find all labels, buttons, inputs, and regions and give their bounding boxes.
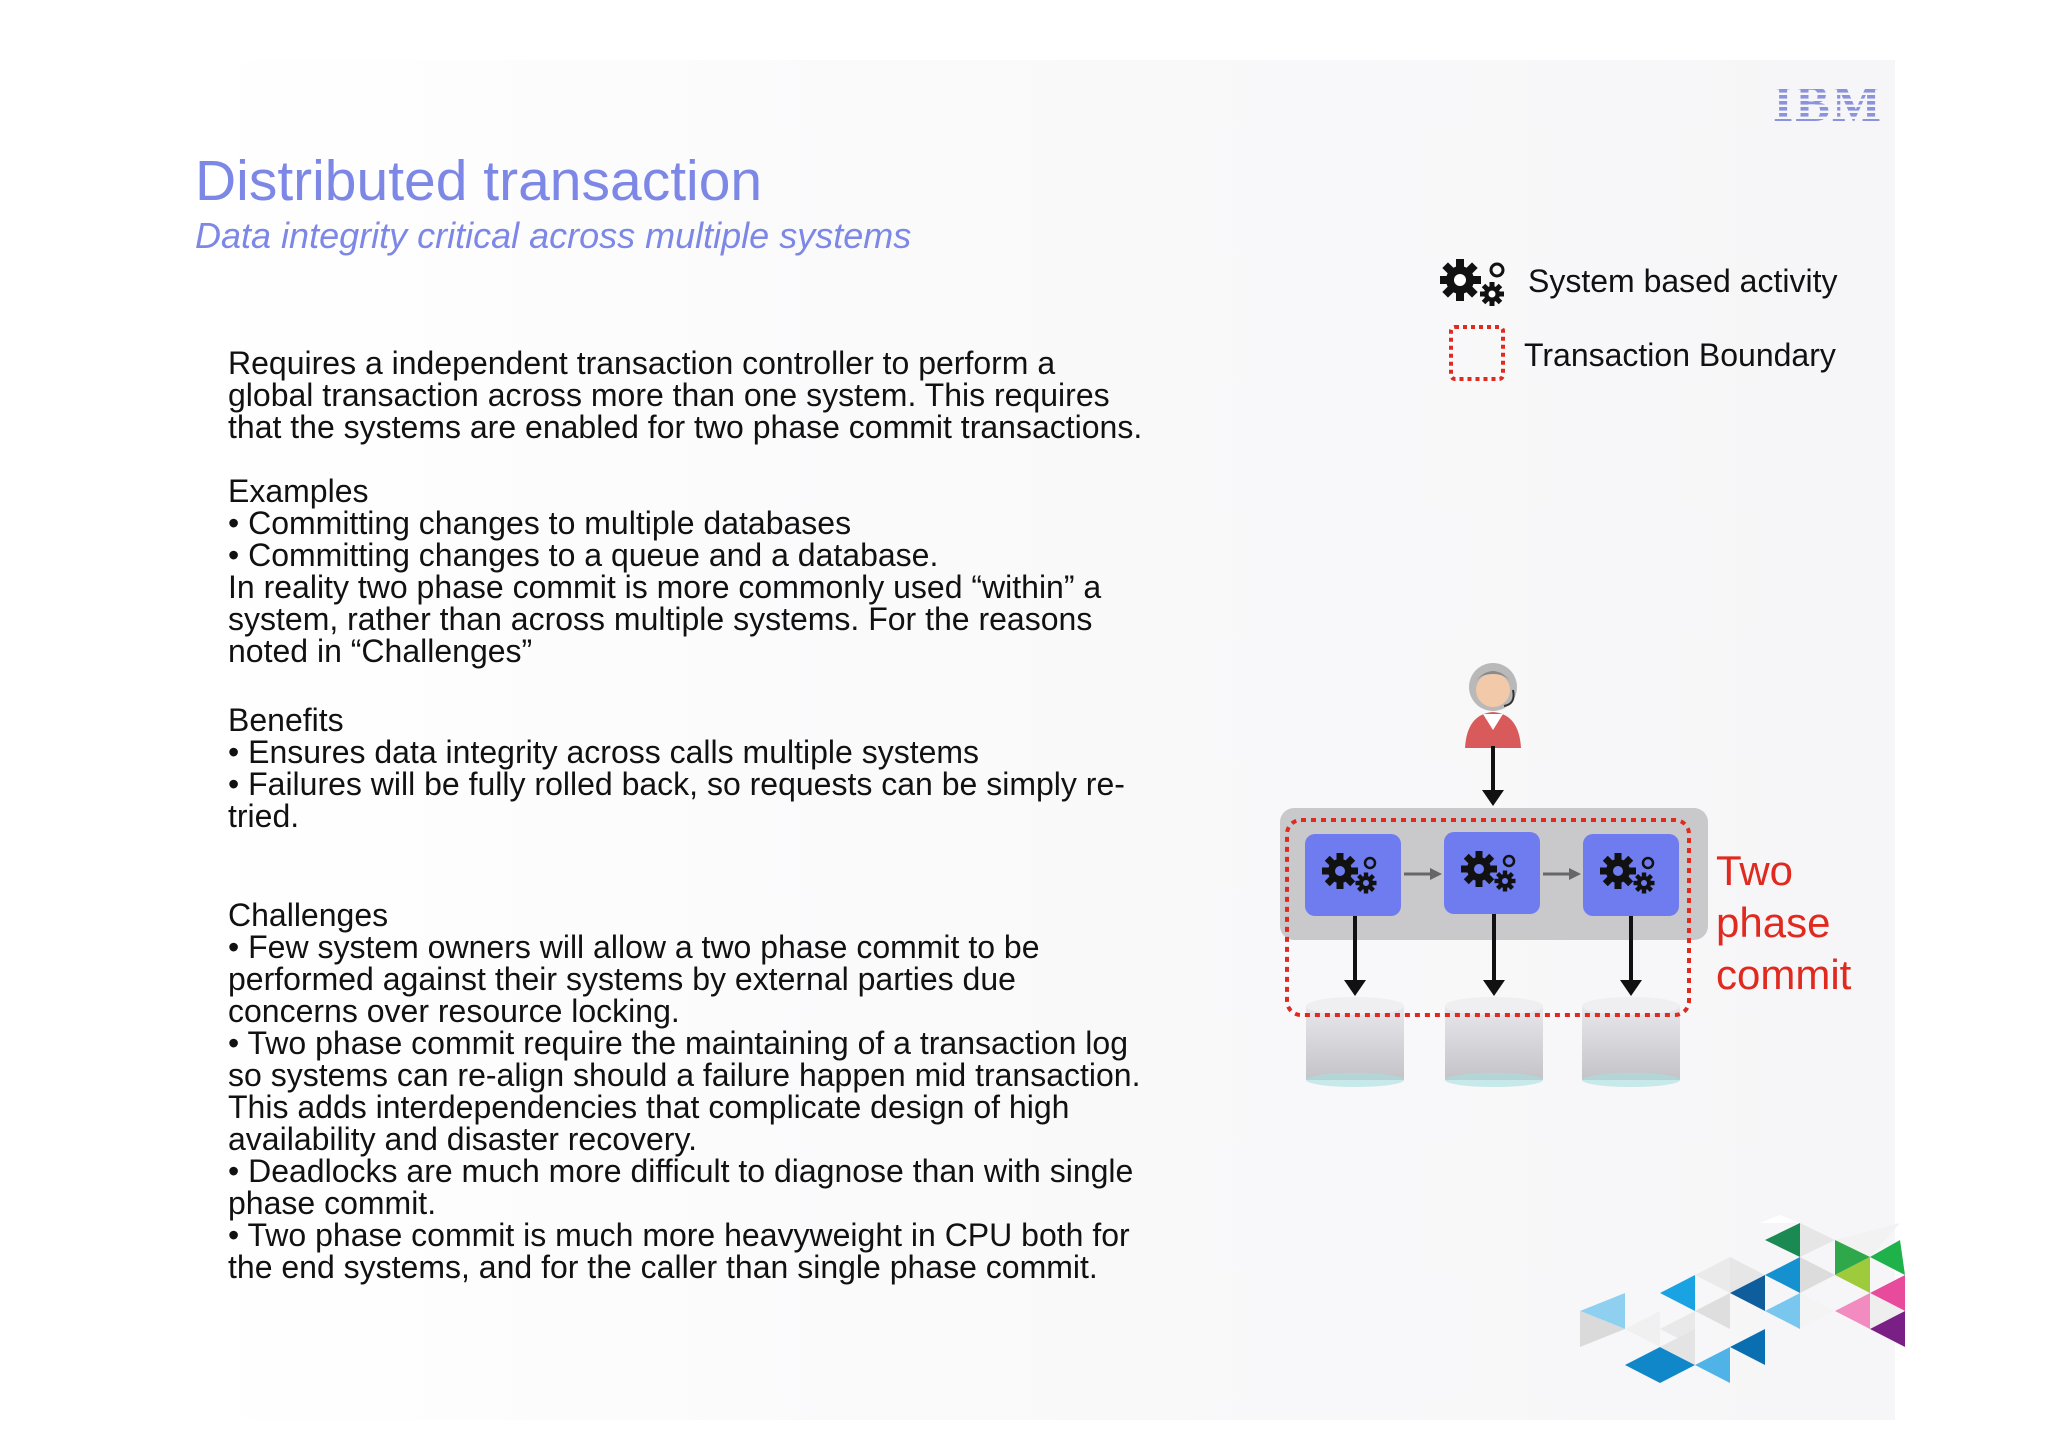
text-line: performed against their systems by external parties due (228, 961, 1016, 997)
text-line: • Committing changes to a queue and a database. (228, 537, 939, 573)
user-headset-icon (1465, 663, 1521, 748)
examples-heading: Examples (228, 473, 369, 509)
database-icon (1445, 997, 1543, 1087)
decorative-triangles (1570, 1215, 1910, 1390)
system-node (1583, 834, 1679, 916)
benefits-section (228, 704, 1228, 832)
text-line: phase commit. (228, 1185, 437, 1221)
text-line: the end systems, and for the caller than single phase commit. (228, 1249, 1098, 1285)
database-icon (1582, 997, 1680, 1087)
text-line: This adds interdependencies that complicate design of high (228, 1089, 1070, 1125)
text-line: • Few system owners will allow a two phase commit to be (228, 929, 1040, 965)
challenges-section (228, 899, 1228, 1283)
system-node (1444, 832, 1540, 914)
text-line: noted in “Challenges” (228, 633, 533, 669)
text-line: global transaction across more than one system. This requires (228, 377, 1110, 413)
svg-text:IBM: IBM (1773, 77, 1883, 127)
text-line: availability and disaster recovery. (228, 1121, 697, 1157)
system-node (1305, 834, 1401, 916)
slide-title: Distributed transaction (195, 149, 763, 213)
text-line: that the systems are enabled for two phase commit transactions. (228, 409, 1143, 445)
text-line: • Deadlocks are much more difficult to diagnose than with single (228, 1153, 1134, 1189)
text-line: • Two phase commit require the maintaining of a transaction log (228, 1025, 1128, 1061)
legend-system-activity-label: System based activity (1528, 263, 1838, 299)
benefits-heading: Benefits (228, 702, 344, 738)
two-phase-commit-diagram (1270, 650, 1710, 1100)
text-line: • Committing changes to multiple databases (228, 505, 852, 541)
text-line: In reality two phase commit is more commonly used “within” a (228, 569, 1102, 605)
slide-subtitle: Data integrity critical across multiple systems (195, 215, 912, 256)
text-line: so systems can re-align should a failure happen mid transaction. (228, 1057, 1141, 1093)
intro-paragraph (228, 347, 1228, 443)
text-line: tried. (228, 798, 300, 834)
text-line: Requires a independent transaction controller to perform a (228, 345, 1056, 381)
legend-system-activity (1440, 258, 1860, 308)
text-line: concerns over resource locking. (228, 993, 680, 1029)
database-icon (1306, 997, 1404, 1087)
text-line: • Failures will be fully rolled back, so requests can be simply re- (228, 766, 1125, 802)
dotted-boundary-icon (1448, 324, 1506, 382)
challenges-heading: Challenges (228, 897, 389, 933)
text-line: • Two phase commit is much more heavyweight in CPU both for (228, 1217, 1130, 1253)
text-line: system, rather than across multiple systems. For the reasons (228, 601, 1093, 637)
examples-section (228, 475, 1228, 667)
text-line: • Ensures data integrity across calls multiple systems (228, 734, 980, 770)
two-phase-commit-label: Two phase commit (1716, 847, 1852, 998)
ibm-logo (1768, 77, 1888, 127)
legend-transaction-boundary (1440, 322, 1860, 382)
gears-icon (1440, 258, 1512, 310)
legend-transaction-boundary-label: Transaction Boundary (1524, 337, 1836, 373)
